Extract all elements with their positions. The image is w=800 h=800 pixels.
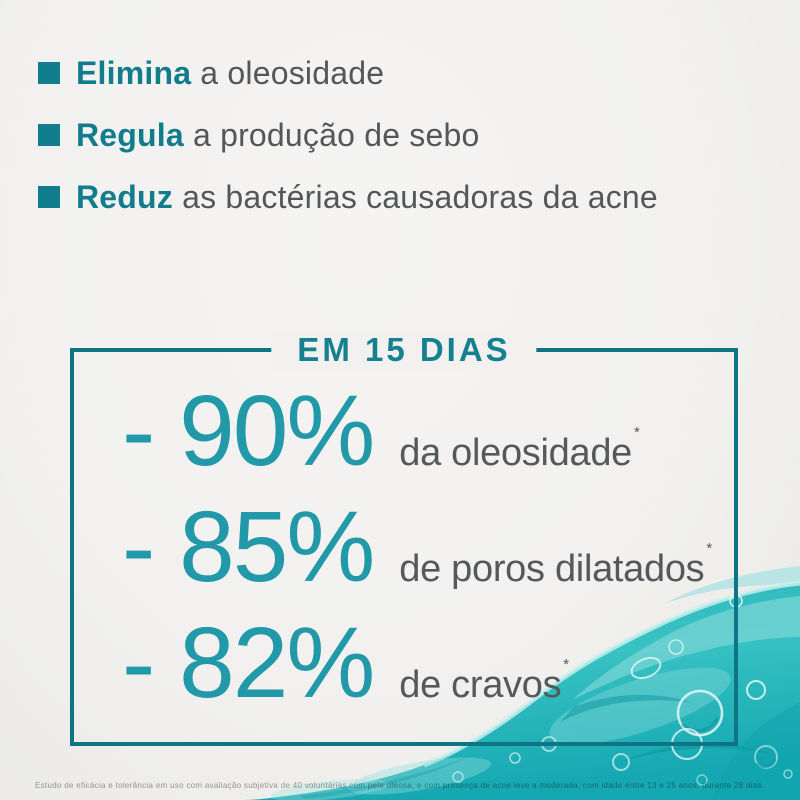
benefit-item — [38, 174, 658, 220]
stat-row — [122, 375, 712, 487]
benefit-rest: a oleosidade — [191, 54, 385, 91]
stat-label — [399, 424, 639, 475]
stat-label-text: de poros dilatados — [399, 548, 705, 590]
bullet-square-icon — [38, 62, 60, 84]
stat-label-text: da oleosidade — [399, 432, 632, 474]
stat-label-text: de cravos — [399, 664, 562, 706]
stat-label — [399, 540, 712, 591]
disclaimer-text: Estudo de eficácia e tolerância em uso com avaliação subjetiva de 40 voluntárias com pele oleosa, e com presença de acne leve a moderada, com idade entre 13 e 25 anos, durante 28 dias. — [35, 781, 765, 790]
benefit-item — [38, 50, 658, 96]
benefit-rest: a produção de sebo — [183, 116, 480, 153]
benefit-emphasis: Regula — [76, 116, 184, 153]
results-box-title: EM 15 DIAS — [271, 331, 536, 369]
footnote-marker: * — [633, 424, 640, 441]
bullet-square-icon — [38, 124, 60, 146]
benefit-text — [76, 179, 658, 216]
benefits-list — [38, 50, 658, 236]
stat-label — [399, 656, 569, 707]
benefit-text — [76, 117, 479, 154]
footnote-marker: * — [563, 656, 569, 673]
stat-value: - 85% — [122, 491, 374, 603]
stat-value: - 82% — [122, 607, 374, 719]
stats-list — [122, 375, 712, 719]
bullet-square-icon — [38, 186, 60, 208]
benefit-item — [38, 112, 658, 158]
stat-value: - 90% — [122, 375, 374, 487]
stat-row — [122, 607, 712, 719]
benefit-emphasis: Elimina — [76, 54, 192, 91]
benefit-emphasis: Reduz — [76, 178, 173, 215]
stat-row — [122, 491, 712, 603]
footnote-marker: * — [706, 540, 712, 557]
benefit-text — [76, 55, 384, 92]
benefit-rest: as bactérias causadoras da acne — [173, 178, 658, 215]
